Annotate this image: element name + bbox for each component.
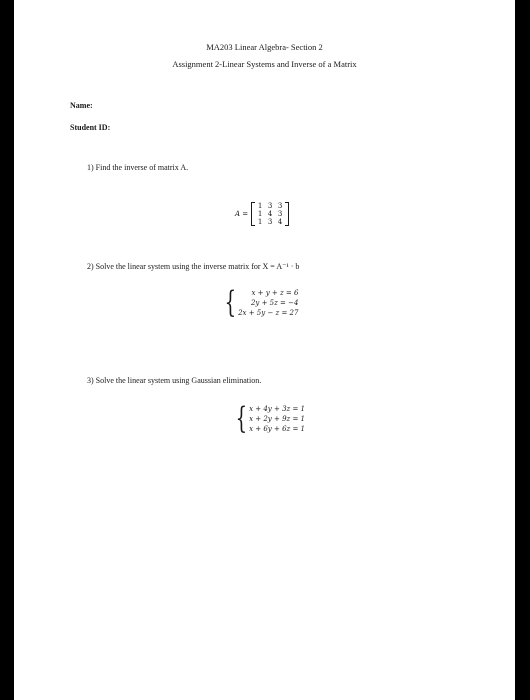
matrix-cell: 1 <box>257 218 263 226</box>
matrix-cell: 3 <box>267 202 273 210</box>
matrix-cell: 4 <box>277 218 283 226</box>
equation: x + 2y + 9z = 1 <box>249 415 305 423</box>
matrix-entries <box>251 202 289 226</box>
question-2: 2) Solve the linear system using the inverse matrix for X = A⁻¹ · b <box>87 262 300 271</box>
matrix-cell: 3 <box>267 218 273 226</box>
equation: 2y + 5z = −4 <box>250 299 299 307</box>
equation: x + 6y + 6z = 1 <box>249 425 305 433</box>
matrix-lhs: A = <box>235 210 249 218</box>
linear-system-2 <box>217 285 299 320</box>
equation: 2x + 5y − z = 27 <box>238 309 299 317</box>
left-brace: { <box>224 285 237 320</box>
equation-list <box>238 288 298 318</box>
name-label: Name: <box>70 101 93 110</box>
matrix-cell: 3 <box>277 202 283 210</box>
equation: x + y + z = 6 <box>251 289 299 297</box>
equation-list <box>249 404 305 434</box>
question-3: 3) Solve the linear system using Gaussian elimination. <box>87 376 262 385</box>
student-id-label: Student ID: <box>70 123 111 132</box>
left-brace: { <box>235 401 248 436</box>
equation: x + 4y + 3z = 1 <box>249 405 305 413</box>
matrix-cell: 4 <box>267 210 273 218</box>
document-title: MA203 Linear Algebra- Section 2 <box>206 42 323 52</box>
document-subtitle: Assignment 2-Linear Systems and Inverse of a Matrix <box>172 59 357 69</box>
matrix-cell: 1 <box>257 202 263 210</box>
question-1: 1) Find the inverse of matrix A. <box>87 163 189 172</box>
matrix-a <box>235 202 289 226</box>
matrix-cell: 1 <box>257 210 263 218</box>
linear-system-3 <box>228 401 305 436</box>
document-page <box>14 0 515 700</box>
matrix-cell: 3 <box>277 210 283 218</box>
